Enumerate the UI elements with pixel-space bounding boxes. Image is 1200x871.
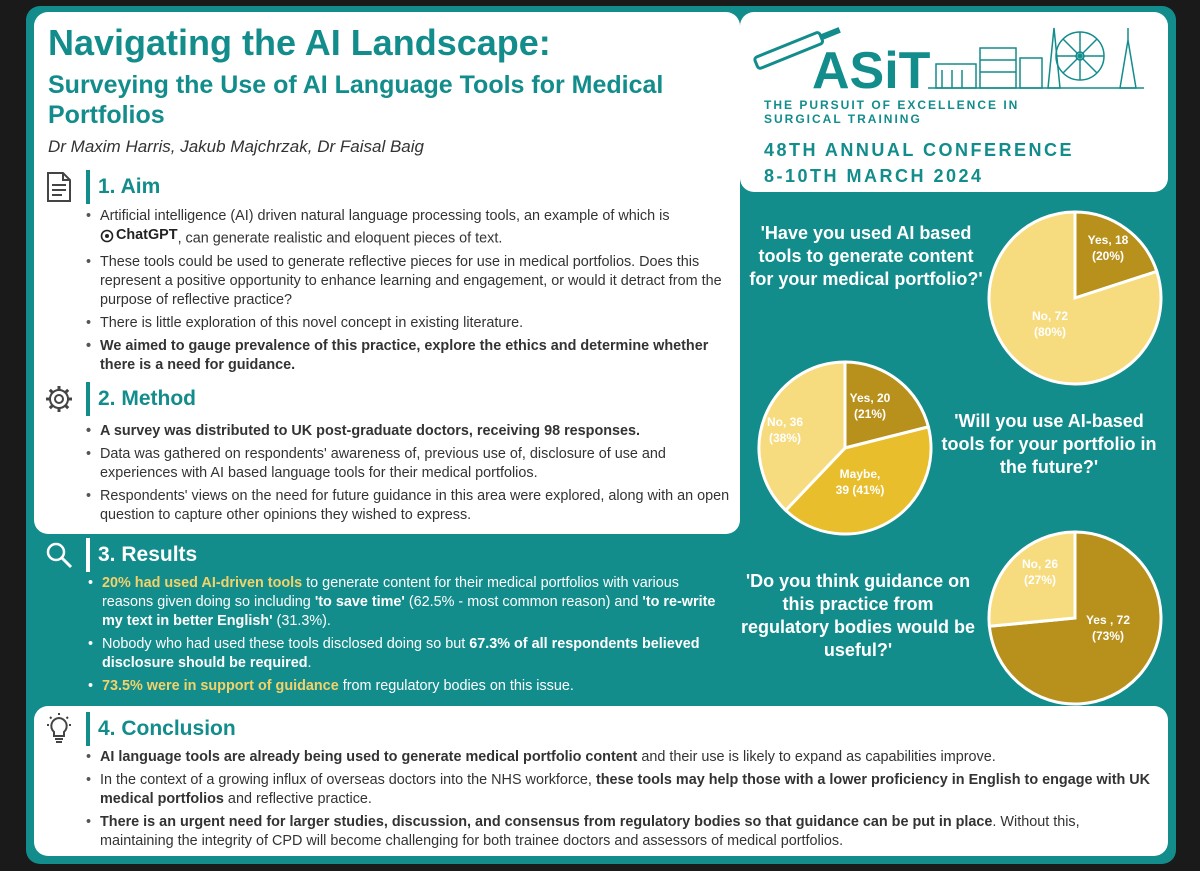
list-item: • 73.5% were in support of guidance from regulatory bodies on this issue. bbox=[88, 677, 718, 696]
aim-list bbox=[86, 207, 736, 379]
chart3-label-yes: Yes , 72 (73%) bbox=[1085, 613, 1131, 643]
chart2-question: 'Will you use AI-based tools for your portfolio in the future?' bbox=[941, 411, 1157, 477]
list-item: • A survey was distributed to UK post-graduate doctors, receiving 98 responses. bbox=[86, 422, 736, 441]
logo-tagline: THE PURSUIT OF EXCELLENCE IN SURGICAL TRAINING bbox=[764, 98, 1020, 126]
list-item: • There is little exploration of this novel concept in existing literature. bbox=[86, 314, 736, 333]
lightbulb-icon bbox=[42, 712, 76, 746]
document-icon bbox=[42, 170, 76, 204]
chart3-question: 'Do you think guidance on this practice from regulatory bodies would be useful?' bbox=[740, 571, 976, 660]
chart1-label-no: No, 72 (80%) bbox=[1031, 309, 1068, 339]
list-item: • There is an urgent need for larger studies, discussion, and consensus from regulatory bodies so that guidance can be put in place. Without this, maintaining the integrity of CPD will become challenging for both trainee doctors and assessors of medical portfolios. bbox=[86, 813, 1156, 851]
results-title: 3. Results bbox=[98, 543, 198, 566]
list-item: • Nobody who had used these tools disclosed doing so but 67.3% of all respondents believed disclosure should be required. bbox=[88, 635, 718, 673]
list-item: • In the context of a growing influx of overseas doctors into the NHS workforce, these tools may help those with a lower proficiency in English to engage with UK medical portfolios and reflective practice. bbox=[86, 771, 1156, 809]
list-item: • Data was gathered on respondents' awareness of, previous use of, disclosure of use and experiences with AI based language tools for their medical portfolios. bbox=[86, 445, 736, 483]
title-line2: Surveying the Use of AI Language Tools for Medical Portfolios bbox=[48, 71, 664, 129]
conclusion-card bbox=[34, 706, 1168, 856]
logo-wordmark: ASiT bbox=[812, 42, 931, 98]
method-heading bbox=[42, 382, 196, 416]
chart1-label-yes: Yes, 18 (20%) bbox=[1087, 233, 1129, 263]
chatgpt-logo: ChatGPT bbox=[100, 226, 178, 245]
aim-title: 1. Aim bbox=[98, 175, 161, 198]
gear-icon bbox=[42, 382, 76, 416]
chart2-label-no: No, 36 (38%) bbox=[766, 415, 803, 445]
conclusion-heading bbox=[42, 712, 236, 746]
chart3-label-no: No, 26 (27%) bbox=[1021, 557, 1058, 587]
conference-name: 48TH ANNUAL CONFERENCE bbox=[764, 140, 1075, 160]
method-list bbox=[86, 422, 736, 529]
list-item: • 20% had used AI-driven tools to generate content for their medical portfolios with various reasons given doing so including 'to save time' (62.5% - most common reason) and 'to re-write my text in better English' (31.3%). bbox=[88, 574, 718, 631]
results-heading bbox=[42, 538, 197, 572]
conclusion-list bbox=[86, 748, 1156, 855]
list-item: • We aimed to gauge prevalence of this practice, explore the ethics and determine whether there is a need for guidance. bbox=[86, 337, 736, 375]
chart1-question: 'Have you used AI based tools to generate content for your medical portfolio?' bbox=[749, 223, 983, 289]
chart2-label-yes: Yes, 20 (21%) bbox=[849, 391, 891, 421]
search-icon bbox=[42, 538, 76, 572]
conference-dates: 8-10TH MARCH 2024 bbox=[764, 166, 984, 186]
list-item: • These tools could be used to generate reflective pieces for use in medical portfolios. Does this represent a positive opportunity to enhance learning and engagement, or would it detract from the purpose of reflective practice? bbox=[86, 253, 736, 310]
asit-logo bbox=[748, 18, 1148, 98]
aim-heading bbox=[42, 170, 160, 204]
results-list bbox=[88, 574, 718, 700]
list-item: • Respondents' views on the need for future guidance in this area were explored, along with an open question to capture other opinions they wished to express. bbox=[86, 487, 736, 525]
chart2-pie bbox=[755, 358, 935, 538]
logo-card bbox=[740, 12, 1168, 192]
method-title: 2. Method bbox=[98, 387, 196, 410]
title-line1: Navigating the AI Landscape: bbox=[48, 22, 551, 63]
list-item: • AI language tools are already being used to generate medical portfolio content and their use is likely to expand as capabilities improve. bbox=[86, 748, 1156, 767]
main-card bbox=[34, 12, 740, 534]
authors: Dr Maxim Harris, Jakub Majchrzak, Dr Faisal Baig bbox=[48, 137, 424, 156]
conclusion-title: 4. Conclusion bbox=[98, 717, 236, 740]
list-item: • Artificial intelligence (AI) driven natural language processing tools, an example of which is ChatGPT , can generate realistic and eloquent pieces of text. bbox=[86, 207, 736, 249]
chart2-label-maybe: Maybe, 39 (41%) bbox=[835, 467, 885, 497]
